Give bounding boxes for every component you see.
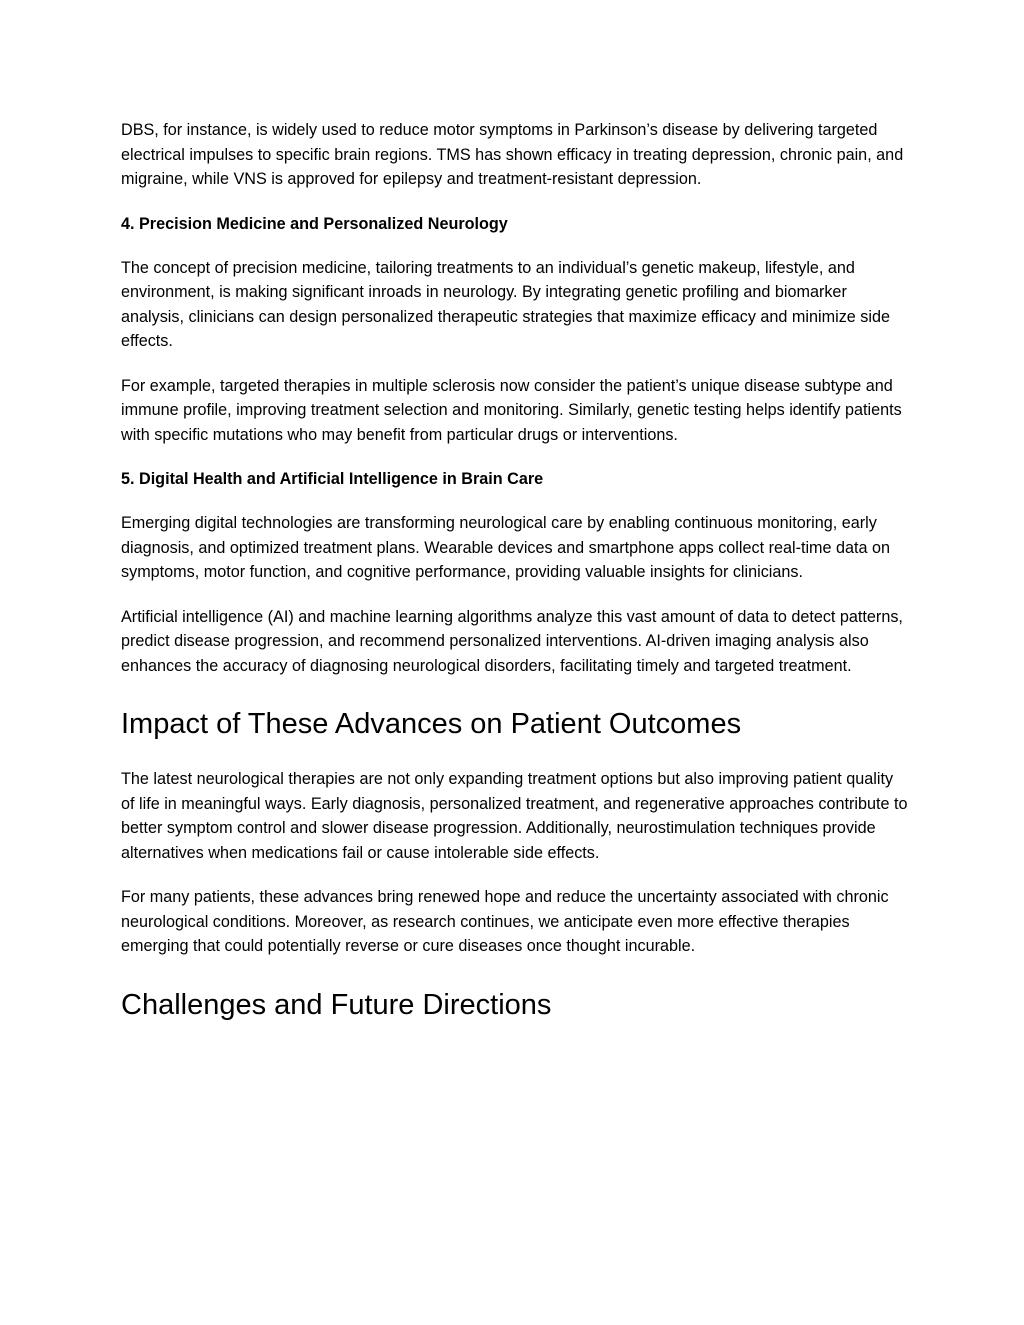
- document-page: [121, 118, 911, 1023]
- section-5-paragraph-2: Artificial intelligence (AI) and machine learning algorithms analyze this vast amount of data to detect patterns, predict disease progression, and recommend personalized interventions. AI-driven imaging analysis also enhances the accuracy of diagnosing neurological disorders, facilitating timely and targeted treatment.: [121, 607, 903, 675]
- impact-paragraph-1: The latest neurological therapies are not only expanding treatment options but also improving patient quality of life in meaningful ways. Early diagnosis, personalized treatment, and regenerative approaches contribute to better symptom control and slower disease progression. Additionally, neurostimulation techniques provide alternatives when medications fail or cause intolerable side effects.: [121, 770, 908, 862]
- intro-paragraph: DBS, for instance, is widely used to reduce motor symptoms in Parkinson’s disease by delivering targeted electrical impulses to specific brain regions. TMS has shown efficacy in treating depression, chronic pain, and migraine, while VNS is approved for epilepsy and treatment-resistant depression.: [121, 121, 904, 188]
- impact-heading: Impact of These Advances on Patient Outcomes: [121, 708, 742, 740]
- impact-paragraph-2: For many patients, these advances bring renewed hope and reduce the uncertainty associated with chronic neurological conditions. Moreover, as research continues, we anticipate even more effective therapies emerging that could potentially reverse or cure diseases once thought incurable.: [121, 888, 889, 955]
- section-5-heading: 5. Digital Health and Artificial Intelligence in Brain Care: [121, 470, 544, 488]
- section-4-paragraph-1: The concept of precision medicine, tailoring treatments to an individual’s genetic makeup, lifestyle, and environment, is making significant inroads in neurology. By integrating genetic profiling and biomarker analysis, clinicians can design personalized therapeutic strategies that maximize efficacy and minimize side effects.: [121, 258, 890, 350]
- section-5-paragraph-1: Emerging digital technologies are transforming neurological care by enabling continuous monitoring, early diagnosis, and optimized treatment plans. Wearable devices and smartphone apps collect real-time data on symptoms, motor function, and cognitive performance, providing valuable insights for clinicians.: [121, 514, 891, 581]
- section-4-heading: 4. Precision Medicine and Personalized Neurology: [121, 214, 508, 233]
- section-4-paragraph-2: For example, targeted therapies in multiple sclerosis now consider the patient’s unique disease subtype and immune profile, improving treatment selection and monitoring. Similarly, genetic testing helps identify patients with specific mutations who may benefit from particular drugs or interventions.: [121, 376, 902, 444]
- challenges-heading: Challenges and Future Directions: [121, 988, 552, 1021]
